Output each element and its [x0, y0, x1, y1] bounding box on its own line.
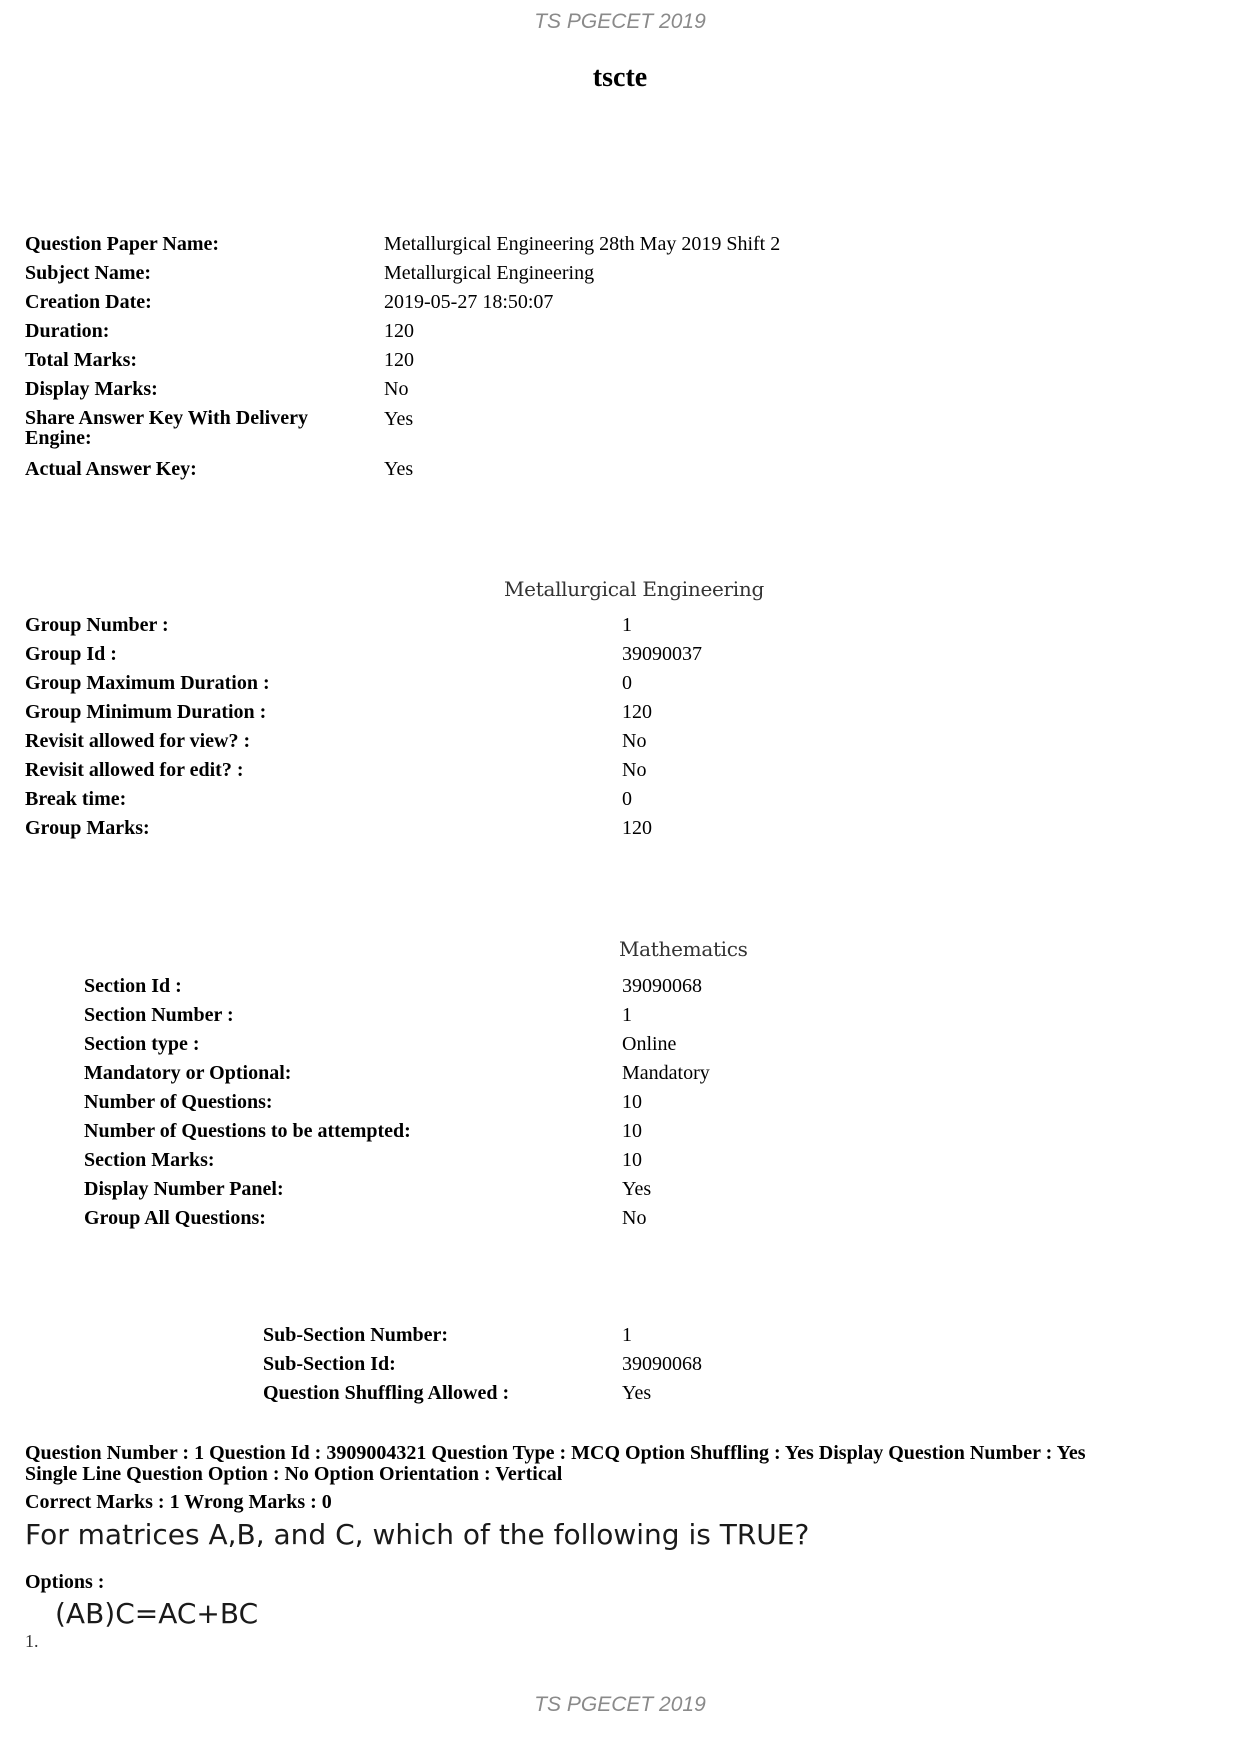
revisit-view-label: Revisit allowed for view? :	[25, 730, 251, 752]
display-marks-label: Display Marks:	[25, 378, 158, 400]
display-marks-value: No	[384, 378, 409, 400]
subsection-number-label: Sub-Section Number:	[263, 1324, 449, 1346]
option-text: (AB)C=AC+BC	[55, 1597, 259, 1630]
section-number-label: Section Number :	[84, 1004, 234, 1026]
group-max-duration-label: Group Maximum Duration :	[25, 672, 270, 694]
section-type-value: Online	[622, 1033, 677, 1055]
page-title: tscte	[592, 62, 648, 93]
footer-watermark: TS PGECET 2019	[534, 1693, 706, 1716]
option-number: 1.	[25, 1631, 39, 1651]
group-marks-label: Group Marks:	[25, 817, 150, 839]
question-shuffling-label: Question Shuffling Allowed :	[263, 1382, 510, 1404]
questions-attempted-label: Number of Questions to be attempted:	[84, 1120, 411, 1142]
section-id-value: 39090068	[622, 975, 702, 997]
section-marks-value: 10	[622, 1149, 642, 1171]
duration-label: Duration:	[25, 320, 110, 342]
section-id-label: Section Id :	[84, 975, 182, 997]
actual-answer-key-value: Yes	[384, 458, 414, 480]
group-number-label: Group Number :	[25, 614, 169, 636]
total-marks-value: 120	[384, 349, 414, 371]
group-number-value: 1	[622, 614, 632, 636]
revisit-edit-label: Revisit allowed for edit? :	[25, 759, 244, 781]
duration-value: 120	[384, 320, 414, 342]
creation-date-label: Creation Date:	[25, 291, 152, 313]
section-type-label: Section type :	[84, 1033, 200, 1055]
question-marks-line: Correct Marks : 1 Wrong Marks : 0	[25, 1491, 332, 1513]
creation-date-value: 2019-05-27 18:50:07	[384, 291, 554, 313]
mandatory-optional-label: Mandatory or Optional:	[84, 1062, 292, 1084]
paper-name-value: Metallurgical Engineering 28th May 2019 Shift 2	[384, 233, 781, 255]
group-all-questions-value: No	[622, 1207, 647, 1229]
question-meta-line2: Single Line Question Option : No Option Orientation : Vertical	[25, 1463, 563, 1485]
mandatory-optional-value: Mandatory	[622, 1062, 710, 1084]
break-time-label: Break time:	[25, 788, 127, 810]
number-of-questions-label: Number of Questions:	[84, 1091, 273, 1113]
section-number-value: 1	[622, 1004, 632, 1026]
group-min-duration-value: 120	[622, 701, 652, 723]
total-marks-label: Total Marks:	[25, 349, 138, 371]
display-number-panel-value: Yes	[622, 1178, 652, 1200]
revisit-edit-value: No	[622, 759, 647, 781]
actual-answer-key-label: Actual Answer Key:	[25, 458, 197, 480]
number-of-questions-value: 10	[622, 1091, 642, 1113]
question-meta-line1: Question Number : 1 Question Id : 3909004321 Question Type : MCQ Option Shuffling : Yes Display Question Number : Yes	[25, 1442, 1086, 1464]
group-id-label: Group Id :	[25, 643, 117, 665]
group-max-duration-value: 0	[622, 672, 632, 694]
paper-name-label: Question Paper Name:	[25, 233, 220, 255]
group-heading: Metallurgical Engineering	[504, 577, 764, 601]
options-label: Options :	[25, 1571, 105, 1593]
question-text: For matrices A,B, and C, which of the following is TRUE?	[25, 1518, 810, 1551]
share-answer-key-value: Yes	[384, 408, 414, 430]
subject-name-label: Subject Name:	[25, 262, 152, 284]
subsection-id-label: Sub-Section Id:	[263, 1353, 396, 1375]
group-min-duration-label: Group Minimum Duration :	[25, 701, 267, 723]
revisit-view-value: No	[622, 730, 647, 752]
group-all-questions-label: Group All Questions:	[84, 1207, 266, 1229]
group-marks-value: 120	[622, 817, 652, 839]
section-marks-label: Section Marks:	[84, 1149, 215, 1171]
subsection-number-value: 1	[622, 1324, 632, 1346]
question-shuffling-value: Yes	[622, 1382, 652, 1404]
subject-name-value: Metallurgical Engineering	[384, 262, 595, 284]
subsection-id-value: 39090068	[622, 1353, 702, 1375]
display-number-panel-label: Display Number Panel:	[84, 1178, 284, 1200]
break-time-value: 0	[622, 788, 632, 810]
header-watermark: TS PGECET 2019	[534, 10, 706, 33]
questions-attempted-value: 10	[622, 1120, 642, 1142]
share-answer-key-label: Share Answer Key With Delivery Engine:	[25, 407, 308, 449]
section-heading: Mathematics	[619, 937, 748, 961]
group-id-value: 39090037	[622, 643, 702, 665]
